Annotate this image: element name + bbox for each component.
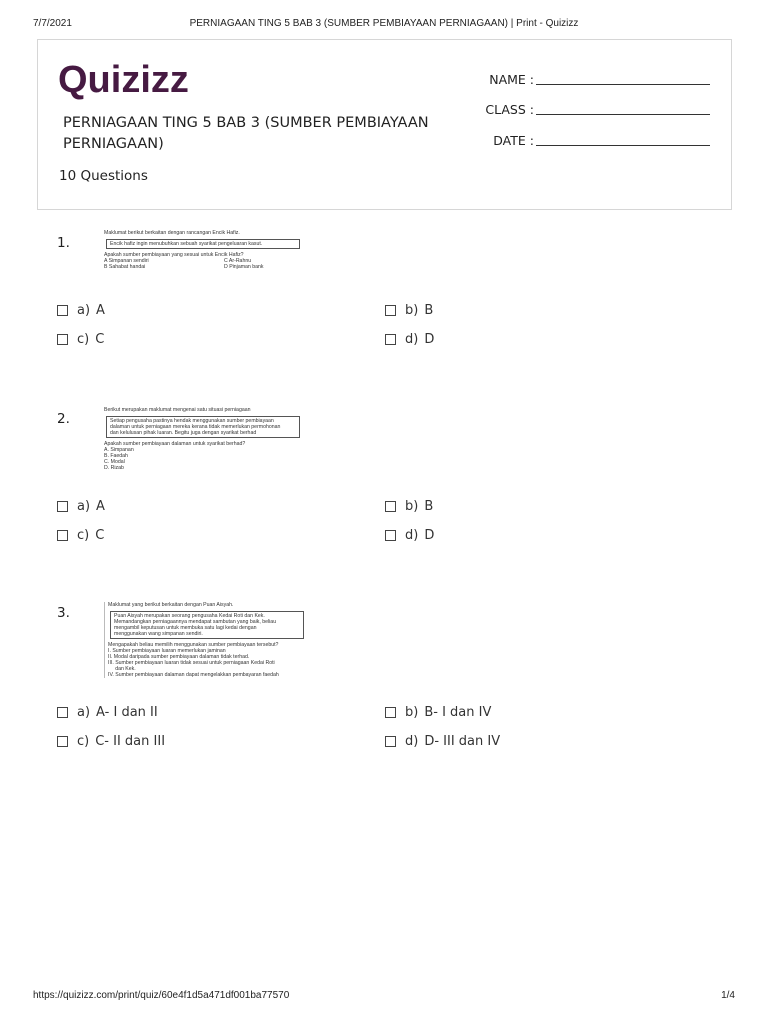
- question-count: 10 Questions: [59, 168, 148, 184]
- option-text: D: [424, 527, 435, 543]
- print-header: [0, 0, 768, 40]
- checkbox[interactable]: [57, 707, 68, 718]
- question-image: [104, 407, 300, 471]
- image-text: III. Sumber pembiayaan luaran tidak sesuai untuk perniagaan Kedai Roti: [108, 660, 275, 666]
- option-text: A: [96, 302, 105, 318]
- option-text: B: [424, 302, 434, 318]
- option-b[interactable]: [385, 704, 491, 720]
- option-c[interactable]: [57, 331, 104, 347]
- image-text: Mengapakah beliau memilih menggunakan sumber pembiayaan tersebut?: [108, 642, 279, 648]
- image-box: [106, 416, 300, 438]
- checkbox[interactable]: [57, 501, 68, 512]
- image-text: dalaman untuk perniagaan mereka kerana tidak memerlukan permohonan: [110, 424, 281, 430]
- option-letter: d): [405, 527, 419, 543]
- question-number: 2.: [57, 411, 70, 427]
- checkbox[interactable]: [57, 334, 68, 345]
- image-text: A. Simpanan: [104, 447, 134, 453]
- image-text: dan Kek.: [108, 666, 136, 672]
- option-letter: b): [405, 704, 419, 720]
- option-c[interactable]: [57, 527, 104, 543]
- option-letter: c): [77, 733, 90, 749]
- option-a[interactable]: [57, 302, 105, 318]
- option-text: D: [424, 331, 435, 347]
- image-text: I. Sumber pembiayaan luaran memerlukan jaminan: [108, 648, 226, 654]
- image-text: Apakah sumber pembiayaan dalaman untuk syarikat berhad?: [104, 441, 246, 447]
- image-text: B Sahabat handai: [104, 264, 146, 270]
- checkbox[interactable]: [57, 736, 68, 747]
- checkbox[interactable]: [385, 736, 396, 747]
- image-text: B. Faedah: [104, 453, 128, 459]
- image-text: Memandangkan perniagaannya mendapat sambutan yang baik, beliau: [114, 619, 277, 625]
- option-d[interactable]: [385, 527, 434, 543]
- option-text: C: [95, 527, 105, 543]
- option-letter: b): [405, 302, 419, 318]
- checkbox[interactable]: [385, 707, 396, 718]
- checkbox[interactable]: [385, 334, 396, 345]
- image-text: Maklumat berikut berkaitan dengan rancangan Encik Hafiz.: [104, 230, 240, 236]
- option-a[interactable]: [57, 704, 158, 720]
- option-text: B: [424, 498, 434, 514]
- image-text: dan kelulusan pihak luaran. Begitu juga dengan syarikat berhad: [110, 430, 257, 436]
- option-b[interactable]: [385, 302, 433, 318]
- question-image: [104, 602, 304, 678]
- option-d[interactable]: [385, 331, 434, 347]
- option-letter: c): [77, 527, 90, 543]
- option-b[interactable]: [385, 498, 433, 514]
- image-text: IV. Sumber pembiayaan dalaman dapat mengelakkan pembayaran faedah: [108, 672, 279, 678]
- option-text: C- II dan III: [95, 733, 166, 749]
- image-text: D Pinjaman bank: [224, 264, 264, 270]
- question-number: 1.: [57, 235, 70, 251]
- class-line: [536, 114, 710, 115]
- image-text: Berikut merupakan maklumat mengenai satu situasi perniagaan: [104, 407, 251, 413]
- image-text: Encik hafiz ingin menubuhkan sebuah syarikat pengeluaran kasut.: [110, 241, 263, 247]
- option-text: B- I dan IV: [424, 704, 492, 720]
- class-label: CLASS :: [485, 102, 534, 117]
- image-choices-row: [104, 264, 300, 270]
- quiz-header-card: [37, 39, 732, 210]
- option-d[interactable]: [385, 733, 500, 749]
- name-field: [468, 72, 718, 92]
- logo-text: Quizizz: [58, 59, 189, 100]
- quizizz-logo: [58, 58, 194, 100]
- image-box: [106, 239, 300, 249]
- option-letter: c): [77, 331, 90, 347]
- name-label: NAME :: [489, 72, 534, 87]
- date-field: [468, 133, 718, 153]
- image-text: D. Rizab: [104, 465, 124, 471]
- print-title: PERNIAGAAN TING 5 BAB 3 (SUMBER PEMBIAYAAN PERNIAGAAN) | Print - Quizizz: [189, 18, 579, 29]
- option-text: D- III dan IV: [424, 733, 501, 749]
- image-box: [110, 611, 304, 639]
- checkbox[interactable]: [385, 530, 396, 541]
- date-line: [536, 145, 710, 146]
- option-text: A- I dan II: [96, 704, 158, 720]
- option-letter: d): [405, 733, 419, 749]
- question-image: [104, 230, 300, 270]
- image-text: C Ar-Rahnu: [224, 258, 252, 264]
- page-url: https://quizizz.com/print/quiz/60e4f1d5a471df001ba77570: [33, 990, 290, 1001]
- quiz-title: PERNIAGAAN TING 5 BAB 3 (SUMBER PEMBIAYAAN PERNIAGAAN): [63, 115, 429, 152]
- image-text: Puan Aisyah merupakan seorang pengusaha Kedai Roti dan Kek.: [114, 613, 265, 619]
- print-date: 7/7/2021: [33, 18, 72, 29]
- option-text: A: [96, 498, 105, 514]
- class-field: [468, 102, 718, 122]
- image-text: A Simpanan sendiri: [104, 258, 149, 264]
- option-text: C: [95, 331, 105, 347]
- image-text: mengambil keputusan untuk membuka satu lagi kedai dengan: [114, 625, 257, 631]
- image-text: Maklumat yang berikut berkaitan dengan Puan Aisyah.: [108, 602, 234, 608]
- name-line: [536, 84, 710, 85]
- option-letter: b): [405, 498, 419, 514]
- option-letter: a): [77, 498, 91, 514]
- checkbox[interactable]: [57, 305, 68, 316]
- option-letter: a): [77, 302, 91, 318]
- image-text: II. Modal daripada sumber pembiayaan dalaman tidak terhad.: [108, 654, 250, 660]
- image-text: C. Modal: [104, 459, 125, 465]
- date-label: DATE :: [493, 133, 534, 148]
- checkbox[interactable]: [385, 305, 396, 316]
- option-letter: a): [77, 704, 91, 720]
- option-c[interactable]: [57, 733, 165, 749]
- option-letter: d): [405, 331, 419, 347]
- image-text: Apakah sumber pembiayaan yang sesuai untuk Encik Hafiz?: [104, 252, 244, 258]
- page-number: 1/4: [721, 990, 735, 1001]
- option-a[interactable]: [57, 498, 105, 514]
- checkbox[interactable]: [57, 530, 68, 541]
- question-number: 3.: [57, 605, 70, 621]
- image-text: Setiap pengusaha pastinya hendak menggunakan sumber pembiayaan: [110, 418, 274, 424]
- checkbox[interactable]: [385, 501, 396, 512]
- image-text: menggunakan wang simpanan sendiri.: [114, 631, 203, 637]
